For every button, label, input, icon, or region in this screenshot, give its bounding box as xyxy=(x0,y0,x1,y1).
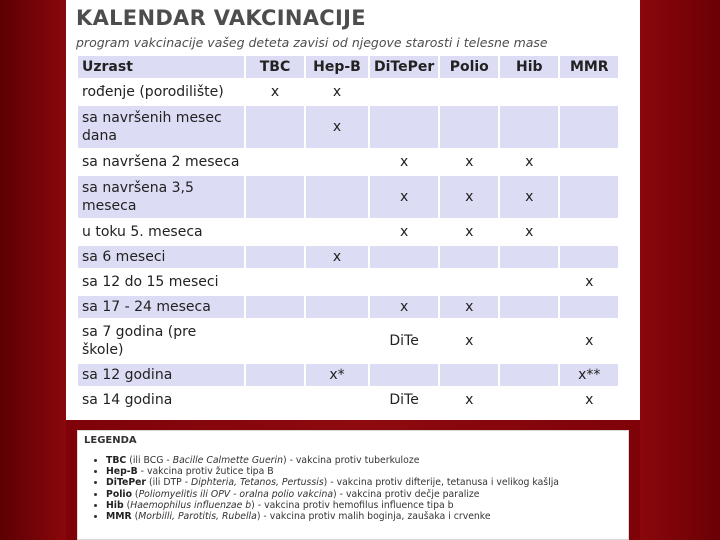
mmr-cell: x xyxy=(560,320,618,362)
age-cell: sa 12 godina xyxy=(78,364,244,386)
tbc-cell xyxy=(246,176,304,218)
table-row xyxy=(78,80,618,104)
mmr-cell xyxy=(560,246,618,268)
ditepер-cell: DiTe xyxy=(370,388,438,412)
legend-title: LEGENDA xyxy=(84,435,137,446)
ditepер-cell: x xyxy=(370,176,438,218)
tbc-cell xyxy=(246,296,304,318)
legend-abbr: Hep-B xyxy=(106,466,138,478)
table-row xyxy=(78,246,618,268)
hib-cell xyxy=(500,80,558,104)
age-cell: sa 17 - 24 meseca xyxy=(78,296,244,318)
column-header-hib: Hib xyxy=(500,56,558,78)
mmr-cell xyxy=(560,80,618,104)
tbc-cell: x xyxy=(246,80,304,104)
hep-b-cell xyxy=(306,270,368,294)
tbc-cell xyxy=(246,364,304,386)
legend-item-tbc xyxy=(106,455,559,466)
table-row xyxy=(78,388,618,412)
column-header-hep-b: Hep-B xyxy=(306,56,368,78)
polio-cell: x xyxy=(440,296,498,318)
tbc-cell xyxy=(246,106,304,148)
mmr-cell xyxy=(560,220,618,244)
polio-cell: x xyxy=(440,150,498,174)
hep-b-cell: x xyxy=(306,106,368,148)
hib-cell xyxy=(500,106,558,148)
hib-cell: x xyxy=(500,176,558,218)
ditepер-cell xyxy=(370,80,438,104)
right-background-band xyxy=(640,0,720,540)
legend-item-mmr xyxy=(106,511,559,522)
legend-text: ( xyxy=(123,499,131,511)
tbc-cell xyxy=(246,220,304,244)
age-cell: sa navršena 3,5 meseca xyxy=(78,176,244,218)
age-cell: sa navršena 2 meseca xyxy=(78,150,244,174)
legend-item-ditepер xyxy=(106,477,559,488)
hib-cell xyxy=(500,388,558,412)
legend-abbr: Hib xyxy=(106,499,124,511)
age-cell: sa 7 godina (pre škole) xyxy=(78,320,244,362)
legend-latin: Poliomyelitis ili OPV - oralna polio vakcina xyxy=(138,488,334,500)
hib-cell xyxy=(500,320,558,362)
hep-b-cell xyxy=(306,388,368,412)
hib-cell xyxy=(500,364,558,386)
ditepер-cell: x xyxy=(370,220,438,244)
legend-text: ) - vakcina protiv dečje paralize xyxy=(333,488,480,500)
legend-text: ) - vakcina protiv difterije, tetanusa i velikog kašlja xyxy=(323,477,559,489)
tbc-cell xyxy=(246,320,304,362)
hib-cell: x xyxy=(500,150,558,174)
table-row xyxy=(78,364,618,386)
tbc-cell xyxy=(246,246,304,268)
table-row xyxy=(78,106,618,148)
mmr-cell xyxy=(560,296,618,318)
vaccination-sheet xyxy=(66,0,640,420)
ditepер-cell xyxy=(370,364,438,386)
column-header-polio: Polio xyxy=(440,56,498,78)
table-row xyxy=(78,150,618,174)
mmr-cell: x xyxy=(560,388,618,412)
polio-cell xyxy=(440,270,498,294)
ditepер-cell: x xyxy=(370,296,438,318)
polio-cell: x xyxy=(440,320,498,362)
page-title: KALENDAR VAKCINACIJE xyxy=(76,6,366,30)
ditepер-cell: DiTe xyxy=(370,320,438,362)
hep-b-cell xyxy=(306,176,368,218)
hib-cell: x xyxy=(500,220,558,244)
hib-cell xyxy=(500,246,558,268)
hep-b-cell xyxy=(306,220,368,244)
mmr-cell: x** xyxy=(560,364,618,386)
legend-latin: Morbilli, Parotitis, Rubella xyxy=(138,511,257,523)
age-cell: sa 14 godina xyxy=(78,388,244,412)
legend-text: (ili DTP - xyxy=(146,477,192,489)
ditepер-cell xyxy=(370,246,438,268)
legend-text: ( xyxy=(131,488,139,500)
column-header-mmr: MMR xyxy=(560,56,618,78)
tbc-cell xyxy=(246,150,304,174)
ditepер-cell xyxy=(370,270,438,294)
polio-cell: x xyxy=(440,220,498,244)
hep-b-cell xyxy=(306,320,368,362)
polio-cell: x xyxy=(440,388,498,412)
tbc-cell xyxy=(246,388,304,412)
legend-latin: Diphteria, Tetanos, Pertussis xyxy=(191,477,324,489)
legend-latin: Haemophilus influenzae b xyxy=(130,499,252,511)
polio-cell: x xyxy=(440,176,498,218)
table-row xyxy=(78,220,618,244)
polio-cell xyxy=(440,106,498,148)
ditepер-cell xyxy=(370,106,438,148)
column-header-age: Uzrast xyxy=(78,56,244,78)
legend-item-hib xyxy=(106,500,559,511)
age-cell: u toku 5. meseca xyxy=(78,220,244,244)
age-cell: sa navršenih mesec dana xyxy=(78,106,244,148)
mmr-cell: x xyxy=(560,270,618,294)
legend-abbr: Polio xyxy=(106,488,132,500)
mmr-cell xyxy=(560,106,618,148)
ditepер-cell: x xyxy=(370,150,438,174)
vaccination-table xyxy=(76,54,620,414)
legend-box xyxy=(77,430,629,540)
tbc-cell xyxy=(246,270,304,294)
age-cell: sa 12 do 15 meseci xyxy=(78,270,244,294)
hep-b-cell: x* xyxy=(306,364,368,386)
polio-cell xyxy=(440,364,498,386)
legend-item-hep-b xyxy=(106,466,559,477)
column-header-tbc: TBC xyxy=(246,56,304,78)
polio-cell xyxy=(440,246,498,268)
hep-b-cell: x xyxy=(306,246,368,268)
legend-item-polio xyxy=(106,489,559,500)
legend-text: - vakcina protiv žutice tipa B xyxy=(137,466,274,478)
legend-abbr: MMR xyxy=(106,511,132,523)
legend-text: ) - vakcina protiv hemofilus influence tipa b xyxy=(251,499,454,511)
mmr-cell xyxy=(560,176,618,218)
legend-text: (ili BCG - xyxy=(126,455,173,466)
table-row xyxy=(78,270,618,294)
legend-abbr: TBC xyxy=(106,455,127,466)
column-header-ditepер: DiTePer xyxy=(370,56,438,78)
hib-cell xyxy=(500,296,558,318)
polio-cell xyxy=(440,80,498,104)
table-row xyxy=(78,176,618,218)
table-row xyxy=(78,320,618,362)
age-cell: rođenje (porodilište) xyxy=(78,80,244,104)
mmr-cell xyxy=(560,150,618,174)
legend-abbr: DiTePer xyxy=(106,477,147,489)
hib-cell xyxy=(500,270,558,294)
legend-text: ) - vakcina protiv tuberkuloze xyxy=(282,455,420,466)
table-row xyxy=(78,296,618,318)
left-background-band xyxy=(0,0,66,540)
hep-b-cell: x xyxy=(306,80,368,104)
hep-b-cell xyxy=(306,150,368,174)
table-header-row xyxy=(78,56,618,78)
legend-latin: Bacille Calmette Guerin xyxy=(172,455,283,466)
page-subtitle: program vakcinacije vašeg deteta zavisi od njegove starosti i telesne mase xyxy=(76,35,548,50)
legend-list xyxy=(78,455,559,522)
hep-b-cell xyxy=(306,296,368,318)
age-cell: sa 6 meseci xyxy=(78,246,244,268)
legend-text: ) - vakcina protiv malih boginja, zaušaka i crvenke xyxy=(256,511,491,523)
legend-text: ( xyxy=(131,511,139,523)
